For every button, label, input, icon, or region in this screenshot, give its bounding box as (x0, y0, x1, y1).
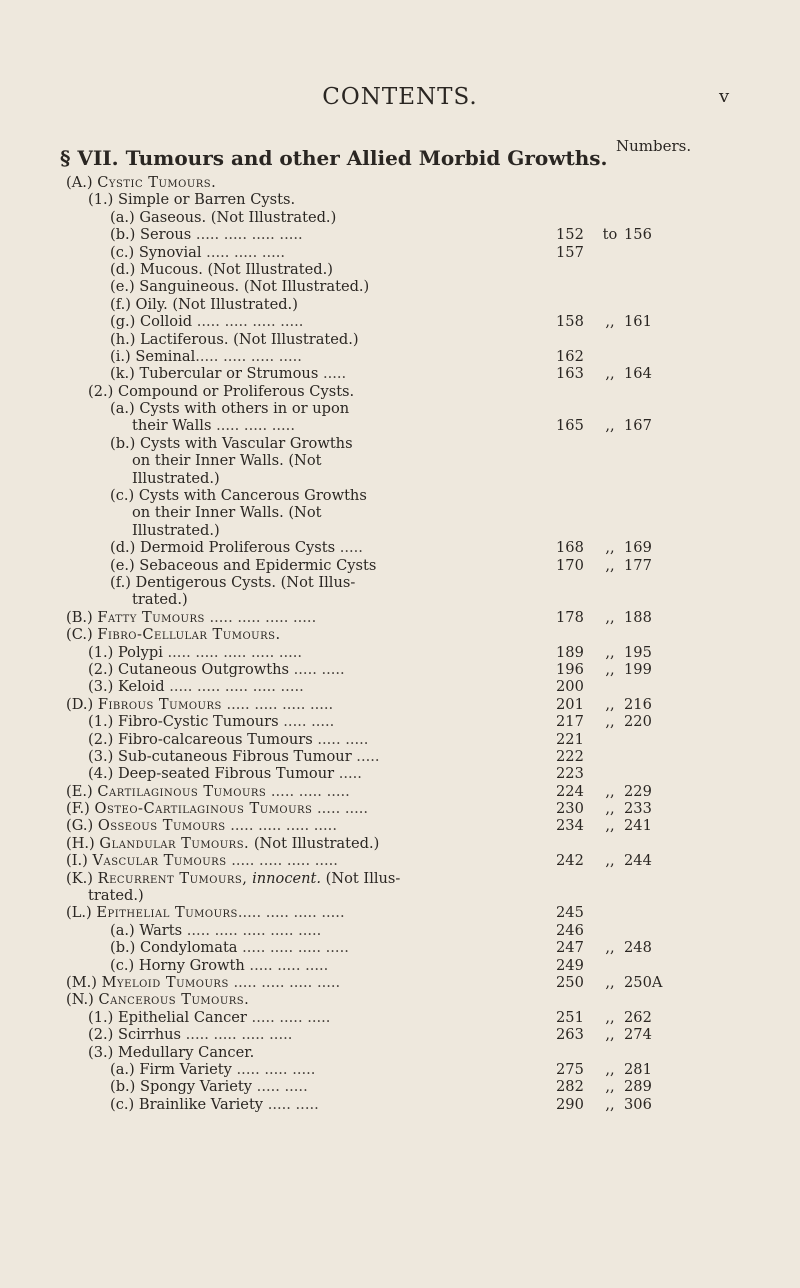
contents-entry (0, 852, 800, 869)
entry-label (110, 435, 353, 452)
entry-text: (4.) Deep-seated Fibrous Tumour (88, 765, 335, 783)
end-number: 262 (624, 1008, 652, 1026)
entry-heading: Fibrous Tumours (97, 695, 222, 713)
entry-text: (H.) (66, 834, 100, 852)
entry-label (88, 191, 295, 208)
contents-entry (0, 261, 800, 278)
range-separator: ,, (605, 608, 615, 626)
contents-entry (0, 904, 800, 921)
contents-entry (0, 296, 800, 313)
start-number: 242 (556, 852, 584, 870)
contents-entry (0, 626, 800, 643)
entry-text: (b.) Condylomata (110, 939, 238, 957)
entry-text: (A.) (66, 174, 98, 191)
entry-text: trated.) (88, 887, 144, 905)
entry-text: Illustrated.) (132, 521, 220, 539)
contents-entry (0, 1044, 800, 1061)
start-number: 170 (556, 556, 584, 574)
entry-text: (1.) Epithelial Cancer (88, 1008, 247, 1026)
contents-entries (0, 174, 800, 1113)
entry-text: (d.) Mucous. (Not Illustrated.) (110, 260, 333, 278)
start-number: 162 (556, 347, 584, 365)
entry-heading: Cancerous Tumours. (98, 991, 250, 1009)
contents-entry (0, 557, 800, 574)
range-separator: ,, (605, 660, 615, 678)
section-title: § VII. Tumours and other Allied Morbid Growths. (60, 146, 608, 170)
entry-label (66, 626, 281, 643)
start-number: 224 (556, 782, 584, 800)
start-number: 165 (556, 417, 584, 435)
contents-entry (0, 470, 800, 487)
entry-label (110, 209, 336, 226)
end-number: 220 (624, 713, 652, 731)
end-number: 233 (624, 800, 652, 818)
range-separator: ,, (605, 1095, 615, 1113)
contents-entry (0, 939, 800, 956)
entry-label (110, 487, 367, 504)
start-number: 247 (556, 939, 584, 957)
leader-dots: ..... ..... ..... (201, 243, 286, 261)
entry-label (132, 470, 220, 487)
contents-entry (0, 417, 800, 434)
entry-text: (L.) (66, 904, 97, 922)
range-separator: to (602, 226, 618, 244)
contents-entry (0, 400, 800, 417)
range-separator: ,, (605, 817, 615, 835)
entry-text: on their Inner Walls. (Not (132, 504, 322, 522)
entry-note: (Not Illustrated.) (249, 834, 380, 852)
start-number: 246 (556, 921, 584, 939)
start-number: 158 (556, 313, 584, 331)
contents-entry (0, 957, 800, 974)
start-number: 221 (556, 730, 584, 748)
entry-label (88, 1026, 292, 1043)
entry-text: (c.) Cysts with Cancerous Growths (110, 487, 367, 505)
start-number: 168 (556, 539, 584, 557)
entry-heading: Epithelial Tumours (96, 904, 238, 922)
leader-dots: ..... ..... ..... ..... (204, 608, 317, 626)
contents-entry (0, 696, 800, 713)
entry-label (88, 644, 302, 661)
entry-text: (2.) Scirrhus (88, 1026, 182, 1044)
entry-label (110, 331, 359, 348)
contents-entry (0, 278, 800, 295)
leader-dots: ..... ..... ..... ..... (228, 973, 341, 991)
range-separator: ,, (605, 973, 615, 991)
entry-text: (1.) Polypi (88, 643, 163, 661)
entry-label (88, 1044, 254, 1061)
entry-label (66, 974, 340, 991)
end-number: 306 (624, 1095, 652, 1113)
leader-dots: ..... ..... ..... ..... (191, 226, 303, 244)
entry-text: on their Inner Walls. (Not (132, 452, 322, 470)
entry-text: (2.) Fibro-calcareous Tumours (88, 730, 313, 748)
entry-text: (1.) Fibro-Cystic Tumours (88, 713, 279, 731)
contents-entry (0, 1009, 800, 1026)
leader-dots: ..... ..... ..... ..... (237, 939, 349, 957)
entry-text: (N.) (66, 991, 99, 1009)
end-number: 229 (624, 782, 652, 800)
contents-entry (0, 174, 800, 191)
leader-dots: ..... ..... ..... (231, 1060, 316, 1078)
entry-text: (I.) (66, 852, 93, 870)
entry-text: (i.) Seminal (110, 347, 196, 365)
range-separator: ,, (605, 643, 615, 661)
entry-text: (C.) (66, 626, 98, 644)
entry-label (88, 661, 345, 678)
entry-label (66, 609, 316, 626)
leader-dots: ..... ..... (312, 800, 369, 818)
entry-label (66, 783, 350, 800)
contents-entry (0, 800, 800, 817)
end-number: 177 (624, 556, 652, 574)
entry-label (110, 922, 321, 939)
entry-text: (B.) (66, 608, 98, 626)
contents-entry (0, 644, 800, 661)
leader-dots: ..... (334, 765, 362, 783)
entry-text: (c.) Horny Growth (110, 956, 245, 974)
end-number: 289 (624, 1078, 652, 1096)
entry-text: (3.) Medullary Cancer. (88, 1043, 255, 1061)
start-number: 250 (556, 973, 584, 991)
contents-entry (0, 817, 800, 834)
entry-text: (M.) (66, 973, 102, 991)
page-number: v (719, 86, 730, 107)
contents-entry (0, 661, 800, 678)
entry-text: (a.) Gaseous. (Not Illustrated.) (110, 208, 337, 226)
end-number: 167 (624, 417, 652, 435)
start-number: 234 (556, 817, 584, 835)
contents-entry (0, 522, 800, 539)
entry-label (110, 348, 302, 365)
end-number: 188 (624, 608, 652, 626)
start-number: 249 (556, 956, 584, 974)
entry-label (110, 278, 369, 295)
start-number: 200 (556, 678, 584, 696)
entry-label (88, 678, 304, 695)
entry-label (88, 731, 368, 748)
contents-entry (0, 1061, 800, 1078)
entry-text: (1.) Simple or Barren Cysts. (88, 191, 296, 209)
end-number: 274 (624, 1026, 652, 1044)
end-number: 195 (624, 643, 652, 661)
entry-text: (D.) (66, 695, 98, 713)
contents-entry (0, 1026, 800, 1043)
entry-label (66, 852, 338, 869)
entry-text: (2.) Cutaneous Outgrowths (88, 660, 290, 678)
contents-entry (0, 539, 800, 556)
start-number: 251 (556, 1008, 584, 1026)
leader-dots: ..... ..... (312, 730, 369, 748)
leader-dots: ..... ..... (263, 1095, 319, 1113)
entry-label (110, 313, 303, 330)
contents-entry (0, 748, 800, 765)
entry-label (88, 713, 334, 730)
contents-entry (0, 1096, 800, 1113)
leader-dots: ..... ..... ..... ..... (225, 817, 337, 835)
range-separator: ,, (605, 782, 615, 800)
leader-dots: ..... ..... (252, 1078, 308, 1096)
entry-label (132, 522, 220, 539)
contents-entry (0, 835, 800, 852)
range-separator: ,, (605, 852, 615, 870)
entry-label (110, 539, 363, 556)
start-number: 178 (556, 608, 584, 626)
contents-entry (0, 991, 800, 1008)
end-number: 156 (624, 226, 652, 244)
contents-entry (0, 313, 800, 330)
entry-text: (h.) Lactiferous. (Not Illustrated.) (110, 330, 359, 348)
end-number: 281 (624, 1060, 652, 1078)
contents-entry (0, 591, 800, 608)
entry-label (66, 991, 249, 1008)
entry-text: (K.) (66, 869, 98, 887)
entry-label (110, 1061, 315, 1078)
entry-label (66, 904, 345, 921)
entry-text: (E.) (66, 782, 98, 800)
entry-text: (e.) Sanguineous. (Not Illustrated.) (110, 278, 370, 296)
entry-heading: Fibro-Cellular Tumours. (97, 626, 281, 644)
entry-label (110, 1078, 308, 1095)
contents-entry (0, 435, 800, 452)
entry-label (110, 244, 285, 261)
entry-label (110, 261, 333, 278)
entry-text: (k.) Tubercular or Strumous (110, 365, 319, 383)
entry-text: (2.) Compound or Proliferous Cysts. (88, 382, 355, 400)
end-number: 241 (624, 817, 652, 835)
contents-entry (0, 713, 800, 730)
entry-heading: Myeloid Tumours (101, 973, 229, 991)
entry-label (66, 800, 368, 817)
entry-text: (d.) Dermoid Proliferous Cysts (110, 539, 336, 557)
entry-note: innocent. (Not Illus- (252, 869, 401, 887)
entry-heading: Osseous Tumours (97, 817, 226, 835)
entry-text: (c.) Brainlike Variety (110, 1095, 264, 1113)
entry-label (110, 957, 328, 974)
entry-heading: Vascular Tumours (92, 852, 227, 870)
contents-entry (0, 365, 800, 382)
contents-entry (0, 574, 800, 591)
range-separator: ,, (605, 713, 615, 731)
entry-text: (a.) Cysts with others in or upon (110, 400, 350, 418)
entry-label (110, 296, 298, 313)
end-number: 164 (624, 365, 652, 383)
end-number: 216 (624, 695, 652, 713)
contents-entry (0, 487, 800, 504)
entry-label (110, 939, 349, 956)
leader-dots: ..... ..... (289, 660, 345, 678)
start-number: 201 (556, 695, 584, 713)
range-separator: ,, (605, 313, 615, 331)
start-number: 196 (556, 660, 584, 678)
entry-heading: Fatty Tumours (97, 608, 205, 626)
start-number: 152 (556, 226, 584, 244)
entry-label (88, 383, 354, 400)
entry-text: (f.) Dentigerous Cysts. (Not Illus- (110, 573, 356, 591)
entry-heading: Recurrent Tumours, (97, 869, 248, 887)
start-number: 245 (556, 904, 584, 922)
entry-text: (f.) Oily. (Not Illustrated.) (110, 295, 298, 313)
entry-text: trated.) (132, 591, 188, 609)
numbers-column-heading: Numbers. (616, 137, 692, 155)
contents-entry (0, 870, 800, 887)
contents-entry (0, 244, 800, 261)
entry-text: (c.) Synovial (110, 243, 202, 261)
entry-label (110, 574, 355, 591)
leader-dots: ..... (335, 539, 363, 557)
end-number: 244 (624, 852, 652, 870)
range-separator: ,, (605, 1060, 615, 1078)
start-number: 290 (556, 1095, 584, 1113)
start-number: 157 (556, 243, 584, 261)
entry-label (66, 696, 333, 713)
start-number: 282 (556, 1078, 584, 1096)
contents-entry (0, 1078, 800, 1095)
page-title: CONTENTS. (322, 84, 478, 110)
entry-text: (3.) Sub-cutaneous Fibrous Tumour (88, 747, 352, 765)
range-separator: ,, (605, 539, 615, 557)
entry-heading: Cartilaginous Tumours (97, 782, 267, 800)
leader-dots: ..... ..... ..... ..... (237, 904, 345, 922)
range-separator: ,, (605, 556, 615, 574)
end-number: 250A (624, 973, 663, 991)
contents-entry (0, 783, 800, 800)
leader-dots: ..... (351, 747, 380, 765)
leader-dots: ..... ..... ..... ..... (192, 313, 304, 331)
leader-dots: ..... ..... (278, 713, 335, 731)
start-number: 217 (556, 713, 584, 731)
entry-label (132, 452, 321, 469)
contents-entry (0, 887, 800, 904)
entry-heading: Cystic Tumours. (97, 174, 217, 191)
end-number: 161 (624, 313, 652, 331)
entry-text: (3.) Keloid (88, 678, 165, 696)
entry-label (132, 591, 188, 608)
contents-entry (0, 609, 800, 626)
leader-dots: ..... ..... ..... ..... ..... (182, 921, 322, 939)
range-separator: ,, (605, 939, 615, 957)
contents-entry (0, 348, 800, 365)
leader-dots: ..... ..... ..... ..... (226, 852, 338, 870)
entry-label (110, 226, 303, 243)
entry-text: (b.) Spongy Variety (110, 1078, 253, 1096)
range-separator: ,, (605, 365, 615, 383)
leader-dots: ..... (318, 365, 347, 383)
entry-label (110, 400, 349, 417)
entry-label (88, 748, 380, 765)
leader-dots: ..... ..... ..... (266, 782, 350, 800)
entry-text: (g.) Colloid (110, 313, 193, 331)
range-separator: ,, (605, 1026, 615, 1044)
end-number: 248 (624, 939, 652, 957)
contents-entry (0, 731, 800, 748)
entry-heading: Osteo-Cartilaginous Tumours (94, 800, 313, 818)
leader-dots: ..... ..... ..... ..... ..... (162, 643, 303, 661)
entry-text: (b.) Serous (110, 226, 192, 244)
end-number: 199 (624, 660, 652, 678)
start-number: 189 (556, 643, 584, 661)
entry-label (132, 417, 295, 434)
leader-dots: ..... ..... ..... (246, 1008, 331, 1026)
range-separator: ,, (605, 695, 615, 713)
contents-entry (0, 191, 800, 208)
contents-entry (0, 922, 800, 939)
entry-label (88, 887, 144, 904)
end-number: 169 (624, 539, 652, 557)
leader-dots: ..... ..... ..... ..... (181, 1026, 293, 1044)
entry-label (66, 870, 400, 887)
leader-dots: ..... ..... ..... (244, 956, 329, 974)
start-number: 223 (556, 765, 584, 783)
start-number: 230 (556, 800, 584, 818)
start-number: 263 (556, 1026, 584, 1044)
range-separator: ,, (605, 1078, 615, 1096)
entry-label (66, 835, 379, 852)
contents-entry (0, 765, 800, 782)
entry-text: their Walls (132, 417, 212, 435)
range-separator: ,, (605, 1008, 615, 1026)
entry-label (110, 1096, 319, 1113)
entry-label (132, 504, 321, 521)
contents-entry (0, 678, 800, 695)
entry-heading: Glandular Tumours. (99, 834, 250, 852)
contents-entry (0, 209, 800, 226)
entry-label (110, 365, 346, 382)
start-number: 275 (556, 1060, 584, 1078)
entry-text: (b.) Cysts with Vascular Growths (110, 434, 353, 452)
leader-dots: ..... ..... ..... ..... ..... (164, 678, 304, 696)
leader-dots: ..... ..... ..... ..... (221, 695, 334, 713)
entry-text: (e.) Sebaceous and Epidermic Cysts (110, 556, 377, 574)
entry-text: (a.) Firm Variety (110, 1060, 232, 1078)
range-separator: ,, (605, 417, 615, 435)
contents-entry (0, 974, 800, 991)
entry-text: (G.) (66, 817, 98, 835)
entry-text: (a.) Warts (110, 921, 183, 939)
contents-entry (0, 331, 800, 348)
leader-dots: ..... ..... ..... ..... (195, 347, 302, 365)
contents-entry (0, 504, 800, 521)
entry-text: Illustrated.) (132, 469, 220, 487)
entry-label (88, 765, 362, 782)
entry-label (66, 817, 337, 834)
entry-label (66, 174, 216, 191)
contents-entry (0, 383, 800, 400)
leader-dots: ..... ..... ..... (211, 417, 295, 435)
start-number: 163 (556, 365, 584, 383)
range-separator: ,, (605, 800, 615, 818)
start-number: 222 (556, 747, 584, 765)
contents-entry (0, 452, 800, 469)
entry-text: (F.) (66, 800, 95, 818)
entry-label (110, 557, 376, 574)
entry-label (88, 1009, 330, 1026)
contents-entry (0, 226, 800, 243)
